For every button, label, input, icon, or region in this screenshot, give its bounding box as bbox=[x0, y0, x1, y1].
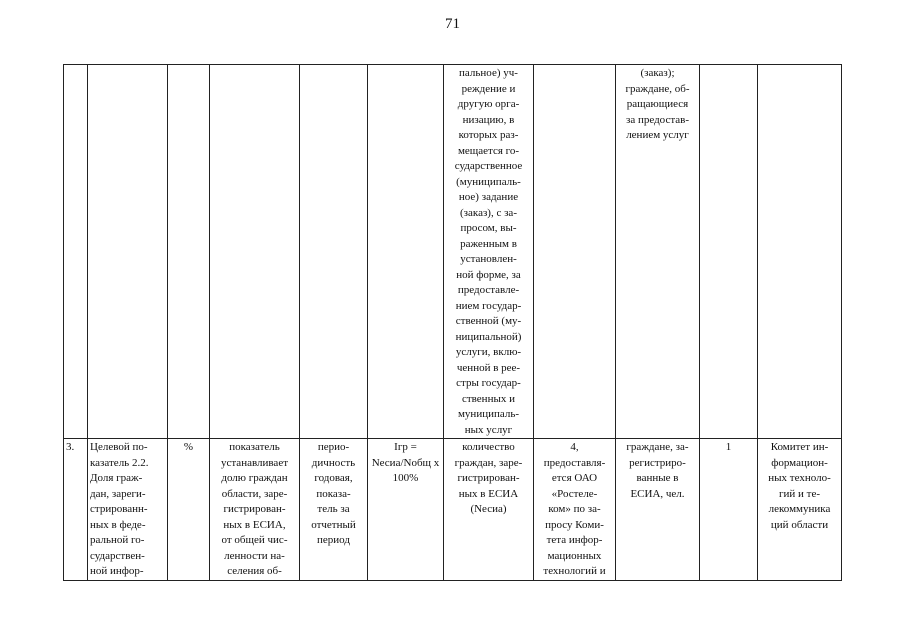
base-indicators: количество граждан, заре- гистрирован- ных в ЕСИА (Nесиа) bbox=[454, 441, 523, 515]
table-cell bbox=[64, 65, 88, 439]
indicator-definition: показатель устанавливает долю граждан области, заре- гистрирован- ных в ЕСИА, от общей чис- ленности на- селения об- bbox=[220, 441, 289, 577]
periodicity: перио- дичность годовая, показа- тель за отчетный период bbox=[311, 441, 356, 546]
table-cell bbox=[700, 439, 758, 581]
responsible-body: Комитет ин- формацион- ных техноло- гий и те- лекоммуника ций области bbox=[768, 441, 831, 531]
population: граждане, за- регистриро- ванные в ЕСИА, чел. bbox=[626, 441, 689, 500]
row-number: 3. bbox=[66, 441, 75, 453]
table-cell bbox=[210, 65, 300, 439]
indicator-name: Целевой по- казатель 2.2. Доля граж- дан, зареги- стрированн- ных в феде- ральной го- сударствен- ной инфор- bbox=[90, 441, 149, 577]
table-row bbox=[64, 65, 842, 439]
indicators-table bbox=[63, 64, 842, 581]
table-cell bbox=[616, 65, 700, 439]
table-cell bbox=[700, 65, 758, 439]
table-cell bbox=[300, 65, 368, 439]
table-cell bbox=[64, 439, 88, 581]
table-cell bbox=[534, 65, 616, 439]
table-cell bbox=[88, 65, 168, 439]
table-row bbox=[64, 439, 842, 581]
continuation-text-population: (заказ); граждане, об- ращающиеся за предостав- лением услуг bbox=[625, 67, 690, 141]
table-cell bbox=[300, 439, 368, 581]
table-cell bbox=[758, 439, 842, 581]
continuation-text-indicators: пальное) уч- реждение и другую орга- низацию, в которых раз- мещается го- сударственное (муниципаль- ное) задание (заказ), с за- просом, вы- раженным в установлен- ной форме, за предоставле- нием государ- ственной (му- ниципальной) услуги, вклю- ченной в рее- стры государ- ственных и муниципаль- ных услуг bbox=[454, 67, 523, 436]
formula: Iгр = Nесиа/Nобщ x 100% bbox=[371, 441, 440, 484]
table-cell bbox=[88, 439, 168, 581]
table-cell bbox=[210, 439, 300, 581]
table-cell bbox=[444, 439, 534, 581]
table-cell bbox=[368, 65, 444, 439]
page-number: 71 bbox=[445, 16, 460, 32]
table-cell bbox=[444, 65, 534, 439]
table-cell bbox=[616, 439, 700, 581]
table-cell bbox=[368, 439, 444, 581]
data-source: 4, предоставля- ется ОАО «Ростеле- ком» по за- просу Коми- тета инфор- мационных технологий и bbox=[543, 441, 606, 577]
unit: % bbox=[183, 441, 194, 453]
table-cell bbox=[534, 439, 616, 581]
table-cell bbox=[168, 439, 210, 581]
table-cell bbox=[168, 65, 210, 439]
sample-size: 1 bbox=[725, 441, 732, 453]
table-cell bbox=[758, 65, 842, 439]
